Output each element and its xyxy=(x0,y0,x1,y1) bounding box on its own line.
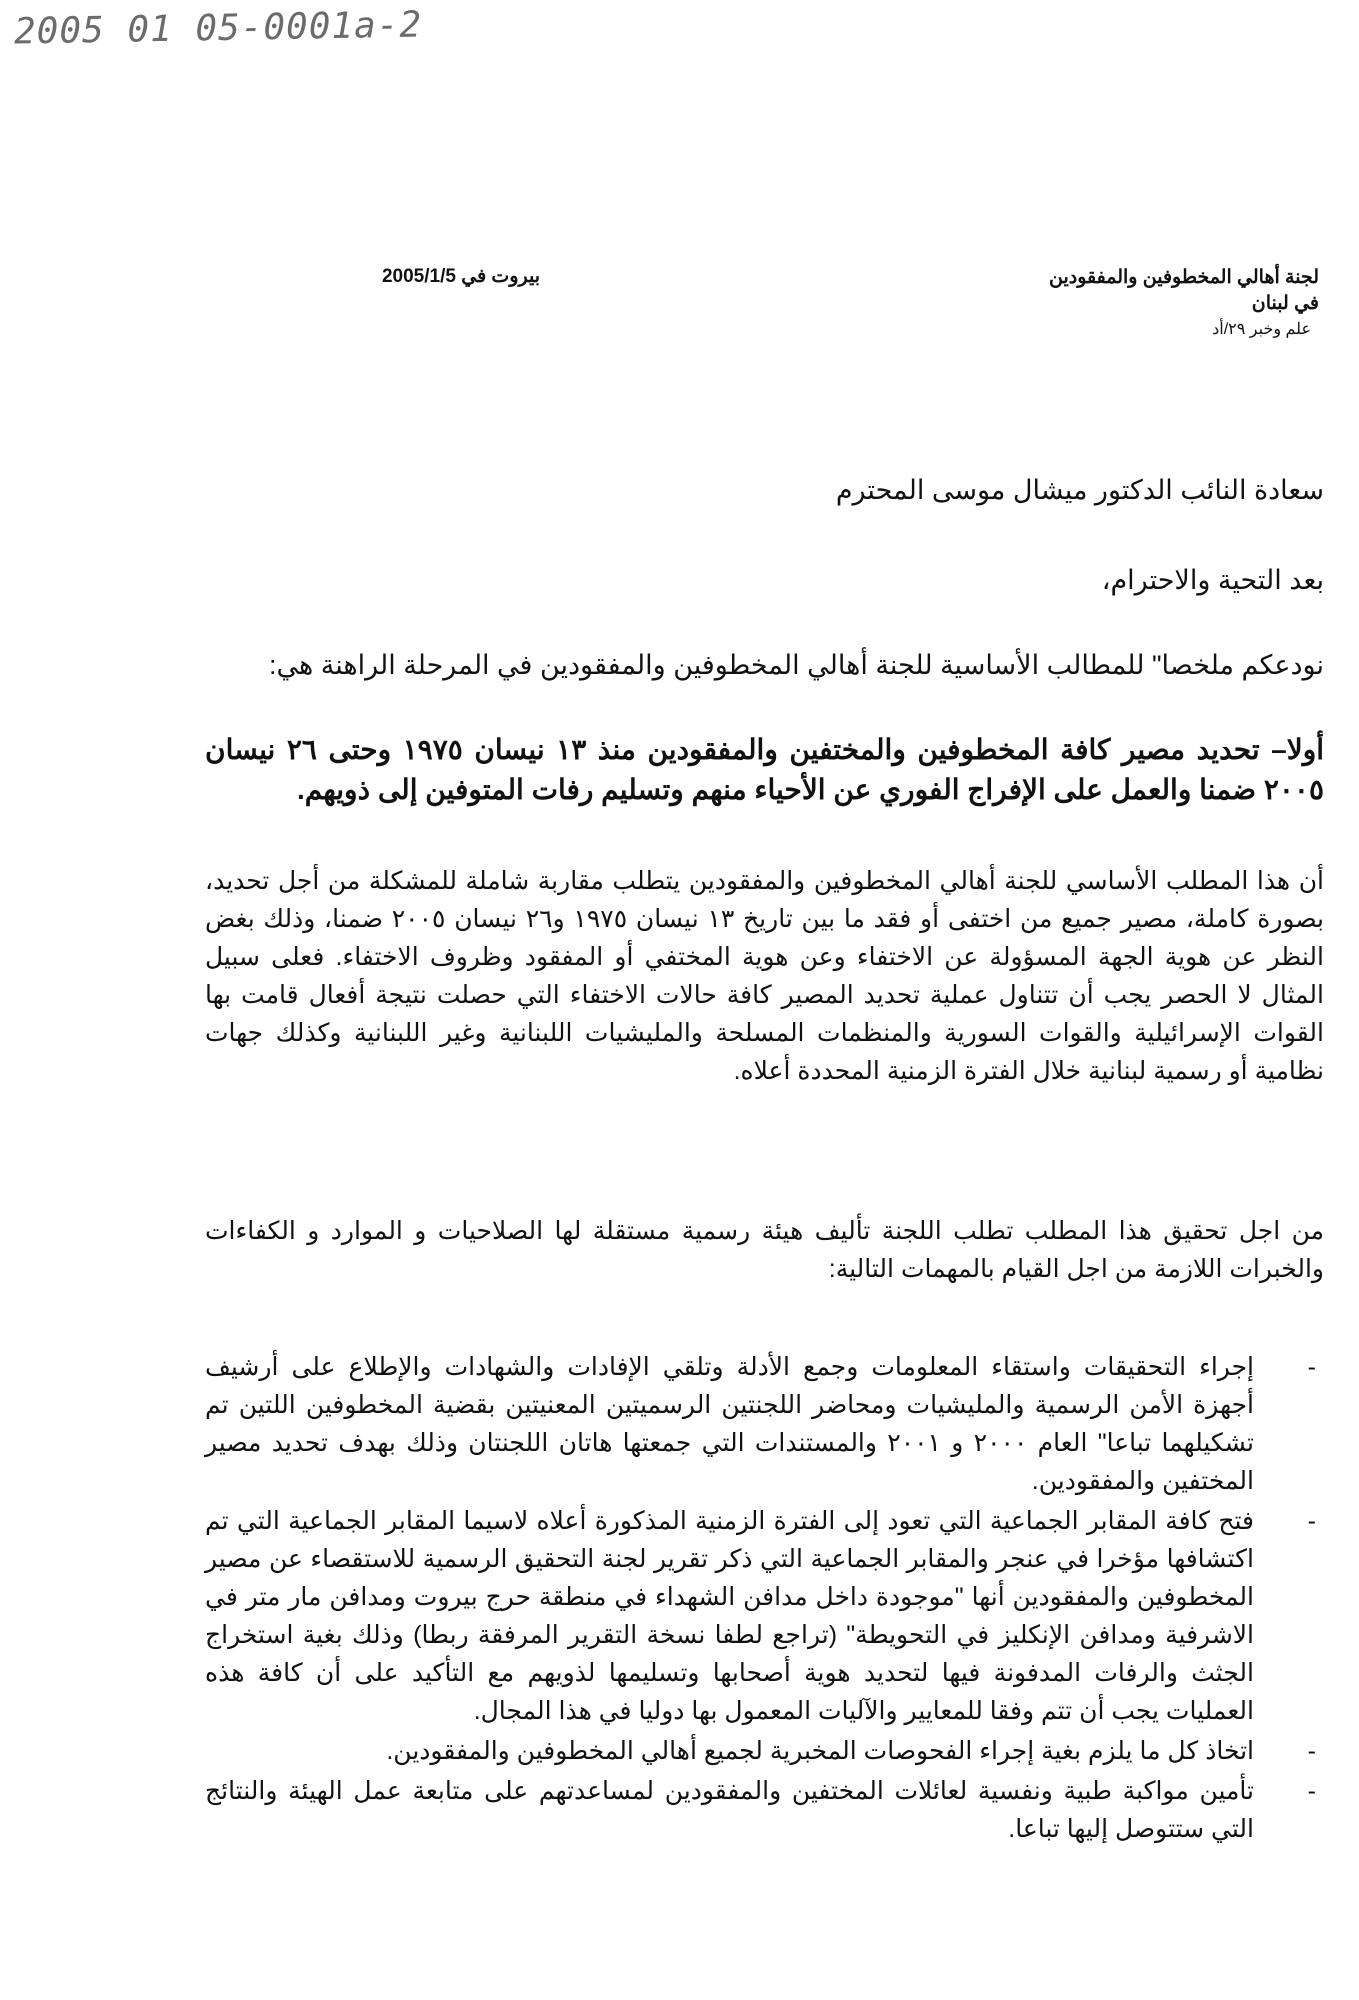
demand-heading: أولا– تحديد مصير كافة المخطوفين والمختفين والمفقودين منذ ١٣ نيسان ١٩٧٥ وحتى ٢٦ نيسان ٢٠٠٥ ضمنا والعمل على الإفراج الفوري عن الأحياء منهم وتسليم رفات المتوفين إلى ذويهم. xyxy=(205,734,1325,805)
task-text: إجراء التحقيقات واستقاء المعلومات وجمع الأدلة وتلقي الإفادات والشهادات والإطلاع على أرشيف أجهزة الأمن الرسمية والمليشيات ومحاضر اللجنتين الرسميتين المعنيتين بقضية المخطوفين اللتين تم تشكيلهما تباعا" العام ٢٠٠٠ و ٢٠٠١ والمستندات التي جمعتها هاتان اللجنتان وذلك بهدف تحديد مصير المختفين والمفقودين. xyxy=(205,1353,1254,1495)
intro-paragraph: نودعكم ملخصا" للمطالب الأساسية للجنة أهالي المخطوفين والمفقودين في المرحلة الراهنة هي: xyxy=(268,650,1324,680)
addressee: سعادة النائب الدكتور ميشال موسى المحترم xyxy=(835,475,1324,505)
task-text: تأمين مواكبة طبية ونفسية لعائلات المختفين والمفقودين لمساعدتهم على متابعة عمل الهيئة والنتائج التي ستتوصل إليها تباعا. xyxy=(205,1777,1254,1843)
date-line: بيروت في 2005/1/5 xyxy=(381,266,540,287)
bullet-dash: - xyxy=(1307,1777,1316,1805)
list-item xyxy=(205,1772,1324,1848)
list-item xyxy=(205,1348,1324,1500)
bullet-dash: - xyxy=(1307,1507,1316,1535)
greeting: بعد التحية والاحترام، xyxy=(1101,565,1324,595)
organization-name: لجنة أهالي المخطوفين والمفقودين xyxy=(1049,267,1319,288)
task-list xyxy=(205,1348,1324,1850)
task-text: اتخاذ كل ما يلزم بغية إجراء الفحوصات المخبرية لجميع أهالي المخطوفين والمفقودين. xyxy=(386,1737,1254,1765)
organization-location: في لبنان xyxy=(1251,293,1319,314)
letterhead xyxy=(899,265,1319,343)
measures-intro-paragraph: من اجل تحقيق هذا المطلب تطلب اللجنة تأليف هيئة رسمية مستقلة لها الصلاحيات و الموارد و الكفاءات والخبرات اللازمة من اجل القيام بالمهمات التالية: xyxy=(205,1217,1324,1283)
list-item xyxy=(205,1732,1324,1770)
handwritten-reference-note: 2005 01 05-0001a-2 xyxy=(13,4,423,53)
demand-body-paragraph: أن هذا المطلب الأساسي للجنة أهالي المخطوفين والمفقودين يتطلب مقاربة شاملة للمشكلة من أجل تحديد، بصورة كاملة، مصير جميع من اختفى أو فقد ما بين تاريخ ١٣ نيسان ١٩٧٥ و٢٦ نيسان ٢٠٠٥ ضمنا، وذلك بغض النظر عن هوية الجهة المسؤولة عن الاختفاء وعن هوية المختفي أو المفقود وظروف الاختفاء. فعلى سبيل المثال لا الحصر يجب أن تتناول عملية تحديد المصير كافة حالات الاختفاء التي حصلت نتيجة أفعال قامت بها القوات الإسرائيلية والقوات السورية والمنظمات المسلحة والمليشيات اللبنانية وغير اللبنانية وكذلك جهات نظامية أو رسمية لبنانية خلال الفترة الزمنية المحددة أعلاه. xyxy=(205,867,1324,1085)
task-text: فتح كافة المقابر الجماعية التي تعود إلى الفترة الزمنية المذكورة أعلاه لاسيما المقابر الجماعية التي تم اكتشافها مؤخرا في عنجر والمقابر الجماعية التي ذكر تقرير لجنة التحقيق الرسمية للاستقصاء عن مصير المخطوفين والمفقودين أنها "موجودة داخل مدافن الشهداء في منطقة حرج بيروت ومدافن مار متر في الاشرفية ومدافن الإنكليز في التحويطة" (تراجع لطفا نسخة التقرير المرفقة ربطا) وذلك بغية استخراج الجثث والرفات المدفونة فيها لتحديد هوية أصحابها وتسليمها لذويهم مع التأكيد على أن كافة هذه العمليات يجب أن تتم وفقا للمعايير والآليات المعمول بها دوليا في هذا المجال. xyxy=(205,1507,1254,1725)
registration-reference: علم وخبر ٢٩/أد xyxy=(1212,321,1311,338)
bullet-dash: - xyxy=(1307,1737,1316,1765)
bullet-dash: - xyxy=(1307,1353,1316,1381)
list-item xyxy=(205,1502,1324,1730)
